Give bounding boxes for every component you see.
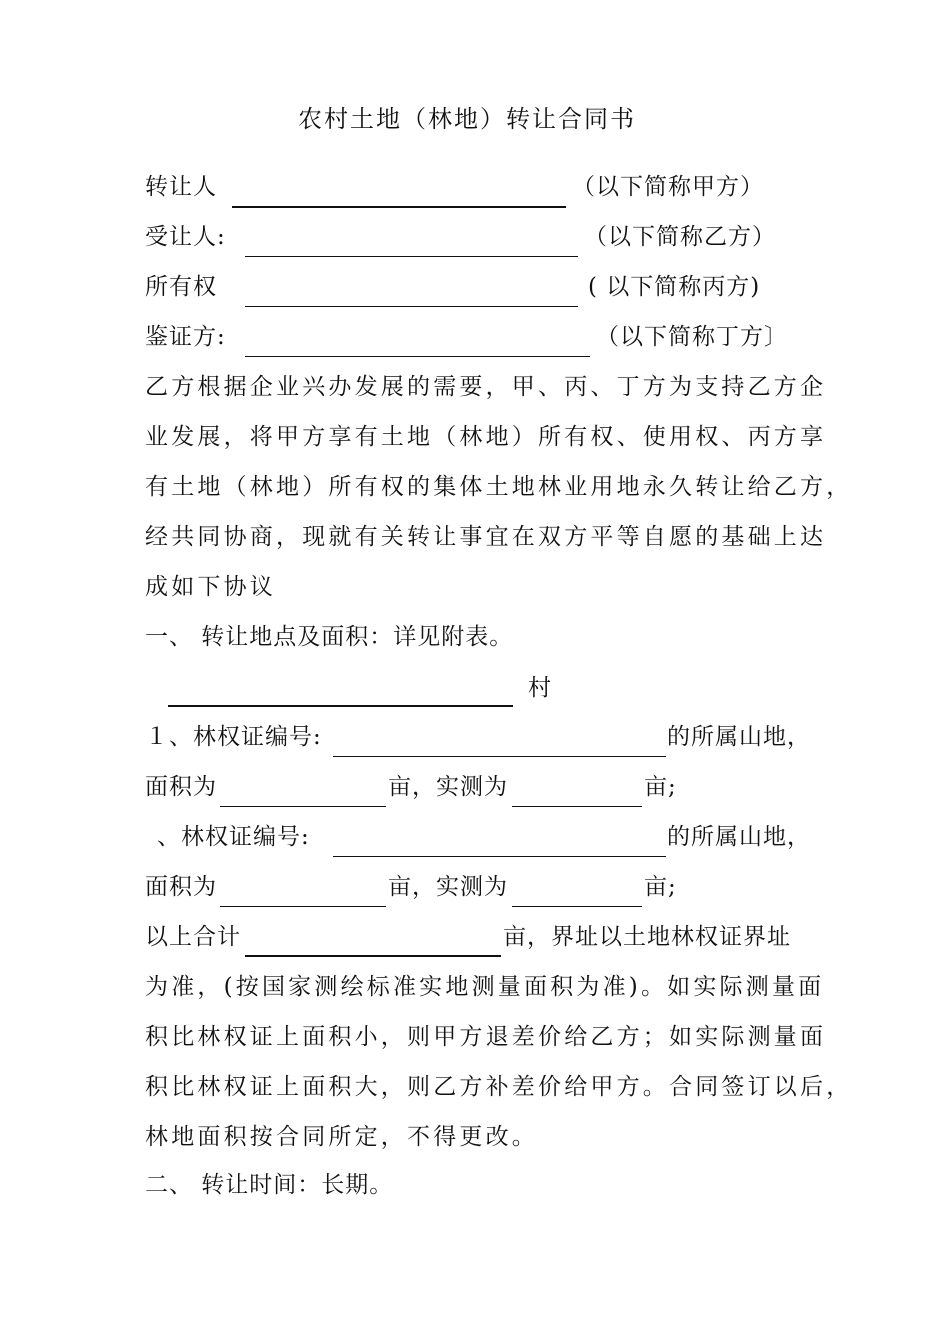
area1-blank (220, 806, 386, 807)
section1-body-line-4: 林地面积按合同所定，不得更改。 (145, 1124, 538, 1150)
section1-body-line-2: 积比林权证上面积小，则甲方退差价给乙方；如实际测量面 (145, 1024, 827, 1050)
village-suffix: 村 (528, 675, 552, 701)
cert1-suffix: 的所属山地， (667, 724, 811, 750)
area1-end: 亩; (644, 774, 677, 800)
area2-mid: 亩，实测为 (388, 874, 508, 900)
transferee-label: 受让人: (145, 224, 226, 250)
cert2-suffix: 的所属山地， (667, 824, 811, 850)
area2-end: 亩; (644, 874, 677, 900)
village-blank (168, 705, 513, 707)
total-blank (245, 955, 501, 957)
total-label: 以上合计 (145, 924, 241, 950)
section1-body-line-3: 积比林权证上面积大，则乙方补差价给甲方。合同签订以后， (145, 1074, 853, 1100)
owner-note: ( 以下简称丙方) (588, 274, 761, 300)
intro-line-5: 成如下协议 (145, 574, 276, 600)
transferee-blank (245, 256, 578, 257)
total-suffix: 亩，界址以土地林权证界址 (503, 924, 791, 950)
section1-heading: 一、 转让地点及面积：详见附表。 (145, 624, 514, 650)
intro-line-4: 经共同协商，现就有关转让事宜在双方平等自愿的基础上达 (145, 524, 827, 550)
witness-note: （以下简称丁方〕 (596, 324, 788, 350)
section2-heading: 二、 转让时间：长期。 (145, 1172, 394, 1198)
cert2-blank (333, 856, 666, 857)
intro-line-2: 业发展，将甲方享有土地（林地）所有权、使用权、丙方享 (145, 424, 827, 450)
area2-blank (220, 906, 386, 907)
transferor-note: （以下简称甲方） (572, 174, 764, 200)
section1-body-line-1: 为准，(按国家测绘标准实地测量面积为准)。如实际测量面 (145, 974, 825, 1000)
area2-measured-blank (512, 906, 642, 907)
cert2-label: 、林权证编号: (157, 824, 310, 850)
transferor-blank (232, 206, 566, 208)
area1-label: 面积为 (145, 774, 217, 800)
intro-line-1: 乙方根据企业兴办发展的需要，甲、丙、丁方为支持乙方企 (145, 374, 827, 400)
owner-blank (245, 306, 578, 307)
witness-blank (245, 356, 590, 357)
document-title: 农村土地（林地）转让合同书 (298, 105, 636, 133)
transferor-label: 转让人 (145, 174, 217, 200)
witness-label: 鉴证方: (145, 324, 226, 350)
area1-mid: 亩，实测为 (388, 774, 508, 800)
owner-label: 所有权 (145, 274, 217, 300)
cert1-label: １、林权证编号: (145, 724, 322, 750)
intro-line-3: 有土地（林地）所有权的集体土地林业用地永久转让给乙方， (145, 474, 853, 500)
area2-label: 面积为 (145, 874, 217, 900)
transferee-note: （以下简称乙方） (584, 224, 776, 250)
area1-measured-blank (512, 806, 642, 807)
cert1-blank (333, 756, 666, 757)
